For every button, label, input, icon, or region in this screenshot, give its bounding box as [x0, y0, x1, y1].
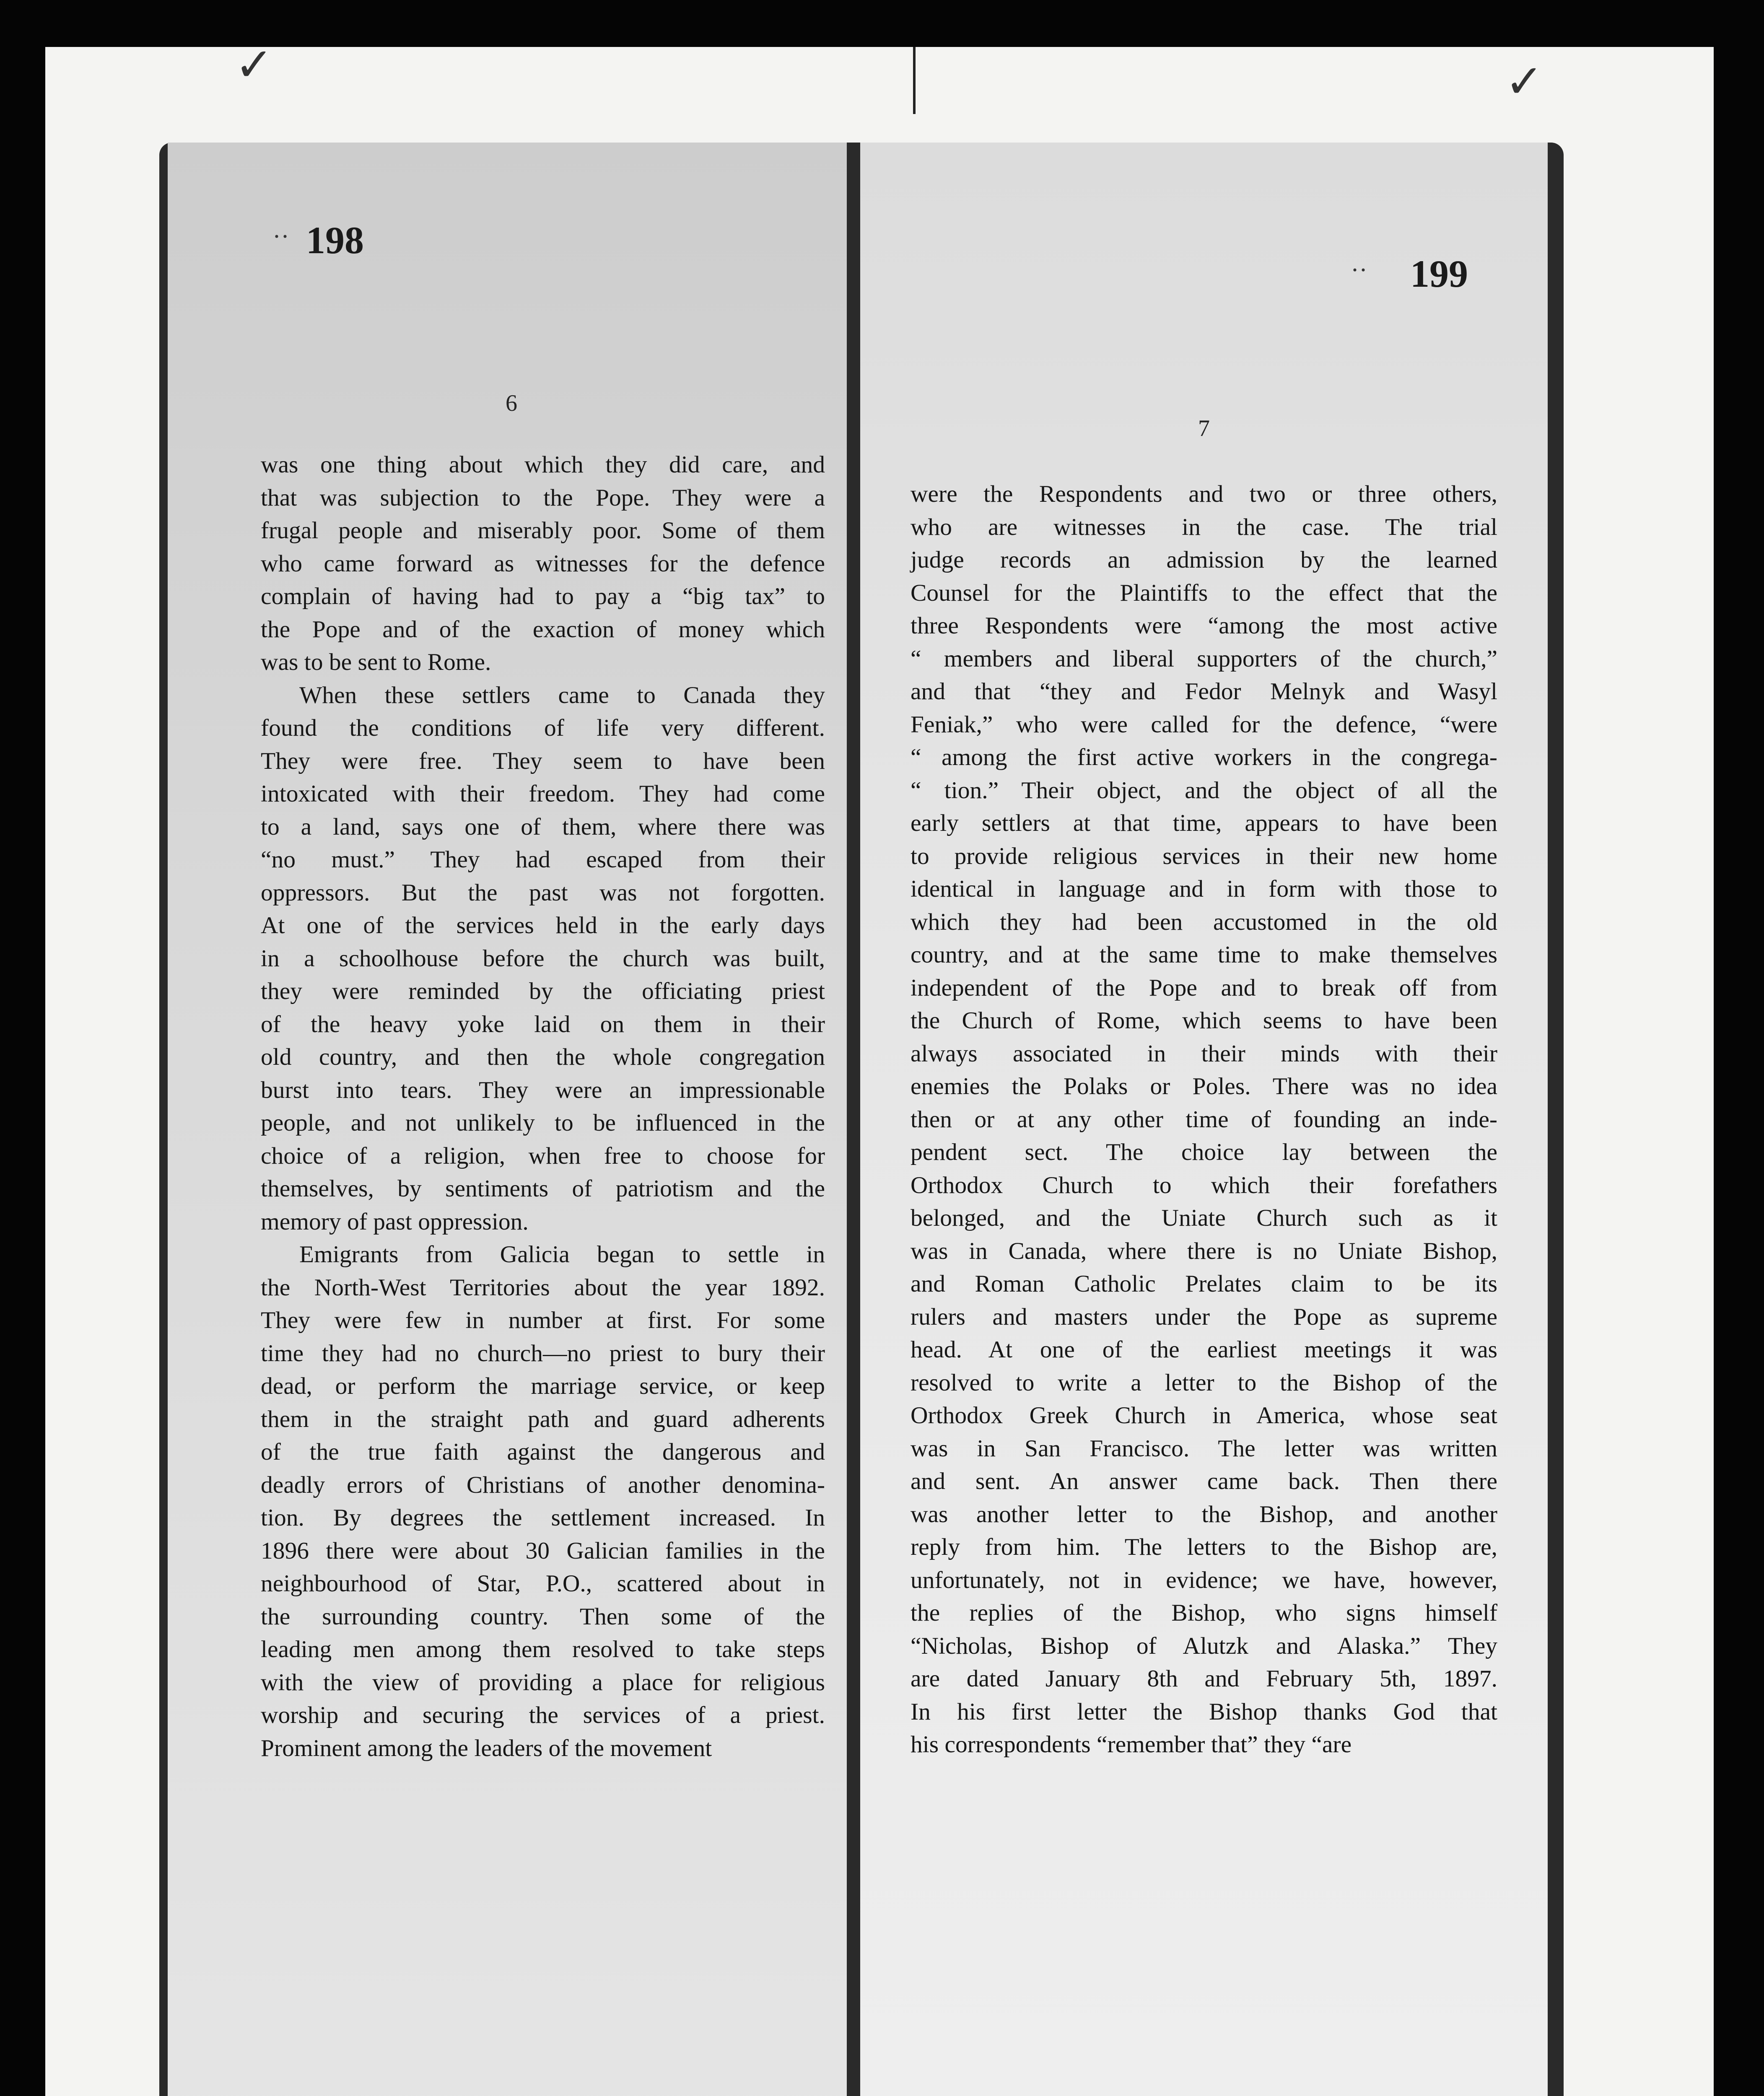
- text-line: was in San Francisco. The letter was written: [911, 1435, 1497, 1462]
- text-line: 1896 there were about 30 Galician families in the: [261, 1537, 825, 1564]
- text-line: In his first letter the Bishop thanks God that: [911, 1698, 1497, 1725]
- margin-dots: ··: [1351, 256, 1367, 284]
- text-line: in a schoolhouse before the church was built,: [261, 945, 825, 972]
- text-line: that was subjection to the Pope. They were a: [261, 484, 825, 511]
- left-page-text: [261, 449, 825, 1765]
- text-line: and Roman Catholic Prelates claim to be its: [911, 1271, 1497, 1297]
- check-mark-icon: ✓: [235, 38, 274, 91]
- text-line: with the view of providing a place for religious: [261, 1669, 825, 1696]
- text-line: Emigrants from Galicia began to settle in: [299, 1241, 825, 1268]
- text-line: who came forward as witnesses for the defence: [261, 550, 825, 577]
- text-line: they were reminded by the officiating priest: [261, 978, 825, 1004]
- text-line: the replies of the Bishop, who signs himself: [911, 1600, 1497, 1626]
- margin-dots: ··: [272, 223, 289, 250]
- text-line: them in the straight path and guard adherents: [261, 1406, 825, 1432]
- text-line: his correspondents “remember that” they “are: [911, 1731, 1352, 1758]
- text-line: unfortunately, not in evidence; we have, however,: [911, 1567, 1497, 1593]
- text-line: reply from him. The letters to the Bishop are,: [911, 1534, 1497, 1560]
- text-line: “no must.” They had escaped from their: [261, 846, 825, 873]
- text-line: was in Canada, where there is no Uniate Bishop,: [911, 1237, 1497, 1264]
- text-line: choice of a religion, when free to choose for: [261, 1142, 825, 1169]
- text-line: then or at any other time of founding an inde-: [911, 1106, 1497, 1133]
- text-line: which they had been accustomed in the old: [911, 908, 1497, 935]
- right-page: [860, 143, 1548, 2096]
- text-line: “Nicholas, Bishop of Alutzk and Alaska.” They: [911, 1632, 1497, 1659]
- text-line: identical in language and in form with those to: [911, 876, 1497, 902]
- text-line: found the conditions of life very different.: [261, 715, 825, 741]
- text-line: “ among the first active workers in the congrega-: [911, 744, 1497, 770]
- text-line: They were free. They seem to have been: [261, 747, 825, 774]
- text-line: Orthodox Greek Church in America, whose seat: [911, 1402, 1497, 1429]
- text-line: tion. By degrees the settlement increased. In: [261, 1505, 825, 1531]
- text-line: pendent sect. The choice lay between the: [911, 1139, 1497, 1165]
- text-line: and sent. An answer came back. Then there: [911, 1468, 1497, 1494]
- text-line: Prominent among the leaders of the movement: [261, 1735, 712, 1761]
- left-page: [168, 143, 847, 2096]
- text-line: and that “they and Fedor Melnyk and Wasyl: [911, 678, 1497, 705]
- text-line: Orthodox Church to which their forefathers: [911, 1172, 1497, 1198]
- text-line: the North-West Territories about the year 1892.: [261, 1274, 825, 1301]
- text-line: three Respondents were “among the most active: [911, 612, 1497, 639]
- text-line: to provide religious services in their new home: [911, 843, 1497, 869]
- text-line: neighbourhood of Star, P.O., scattered about in: [261, 1570, 825, 1597]
- folio-number-left: 198: [306, 219, 364, 262]
- text-line: independent of the Pope and to break off from: [911, 974, 1497, 1001]
- text-line: the Pope and of the exaction of money which: [261, 616, 825, 643]
- text-line: memory of past oppression.: [261, 1208, 529, 1235]
- text-line: rulers and masters under the Pope as supreme: [911, 1303, 1497, 1330]
- text-line: frugal people and miserably poor. Some of them: [261, 517, 825, 544]
- text-line: are dated January 8th and February 5th, 1897.: [911, 1665, 1497, 1692]
- text-line: deadly errors of Christians of another denomina-: [261, 1471, 825, 1498]
- text-line: “ members and liberal supporters of the church,”: [911, 645, 1497, 672]
- text-line: was one thing about which they did care, and: [261, 451, 825, 478]
- document-scan: [159, 143, 1564, 2096]
- text-line: always associated in their minds with their: [911, 1040, 1497, 1067]
- text-line: “ tion.” Their object, and the object of all the: [911, 777, 1497, 804]
- text-line: At one of the services held in the early days: [261, 912, 825, 939]
- text-line: intoxicated with their freedom. They had come: [261, 781, 825, 807]
- text-line: resolved to write a letter to the Bishop of the: [911, 1369, 1497, 1396]
- page-number-right: 7: [1198, 415, 1210, 441]
- text-line: to a land, says one of them, where there was: [261, 813, 825, 840]
- text-line: old country, and then the whole congregation: [261, 1044, 825, 1070]
- text-line: early settlers at that time, appears to have been: [911, 810, 1497, 836]
- text-line: of the heavy yoke laid on them in their: [261, 1011, 825, 1038]
- text-line: was another letter to the Bishop, and another: [911, 1501, 1497, 1528]
- text-line: the Church of Rome, which seems to have been: [911, 1007, 1497, 1034]
- text-line: Feniak,” who were called for the defence, “were: [911, 711, 1497, 738]
- text-line: of the true faith against the dangerous and: [261, 1439, 825, 1465]
- text-line: leading men among them resolved to take steps: [261, 1636, 825, 1663]
- text-line: burst into tears. They were an impressionable: [261, 1077, 825, 1103]
- text-line: worship and securing the services of a priest.: [261, 1702, 825, 1728]
- text-line: belonged, and the Uniate Church such as it: [911, 1205, 1497, 1231]
- text-line: judge records an admission by the learned: [911, 547, 1497, 573]
- text-line: people, and not unlikely to be influenced in the: [261, 1110, 825, 1136]
- text-line: complain of having had to pay a “big tax” to: [261, 583, 825, 610]
- check-mark-icon: ✓: [1505, 54, 1544, 108]
- text-line: oppressors. But the past was not forgotten.: [261, 879, 825, 906]
- text-line: dead, or perform the marriage service, or keep: [261, 1373, 825, 1399]
- text-line: country, and at the same time to make themselves: [911, 942, 1497, 968]
- text-line: who are witnesses in the case. The trial: [911, 514, 1497, 540]
- text-line: time they had no church—no priest to bury their: [261, 1340, 825, 1367]
- folio-number-right: 199: [1410, 252, 1468, 295]
- text-line: head. At one of the earliest meetings it was: [911, 1336, 1497, 1363]
- text-line: They were few in number at first. For some: [261, 1307, 825, 1333]
- text-line: were the Respondents and two or three others,: [911, 481, 1497, 507]
- text-line: was to be sent to Rome.: [261, 649, 491, 675]
- text-line: enemies the Polaks or Poles. There was no idea: [911, 1073, 1497, 1100]
- right-page-text: [911, 478, 1497, 1761]
- text-line: When these settlers came to Canada they: [299, 682, 825, 708]
- sheet-fold-line: [913, 47, 916, 114]
- text-line: the surrounding country. Then some of the: [261, 1603, 825, 1630]
- page-number-left: 6: [506, 390, 517, 416]
- text-line: themselves, by sentiments of patriotism and the: [261, 1175, 825, 1202]
- text-line: Counsel for the Plaintiffs to the effect that the: [911, 579, 1497, 606]
